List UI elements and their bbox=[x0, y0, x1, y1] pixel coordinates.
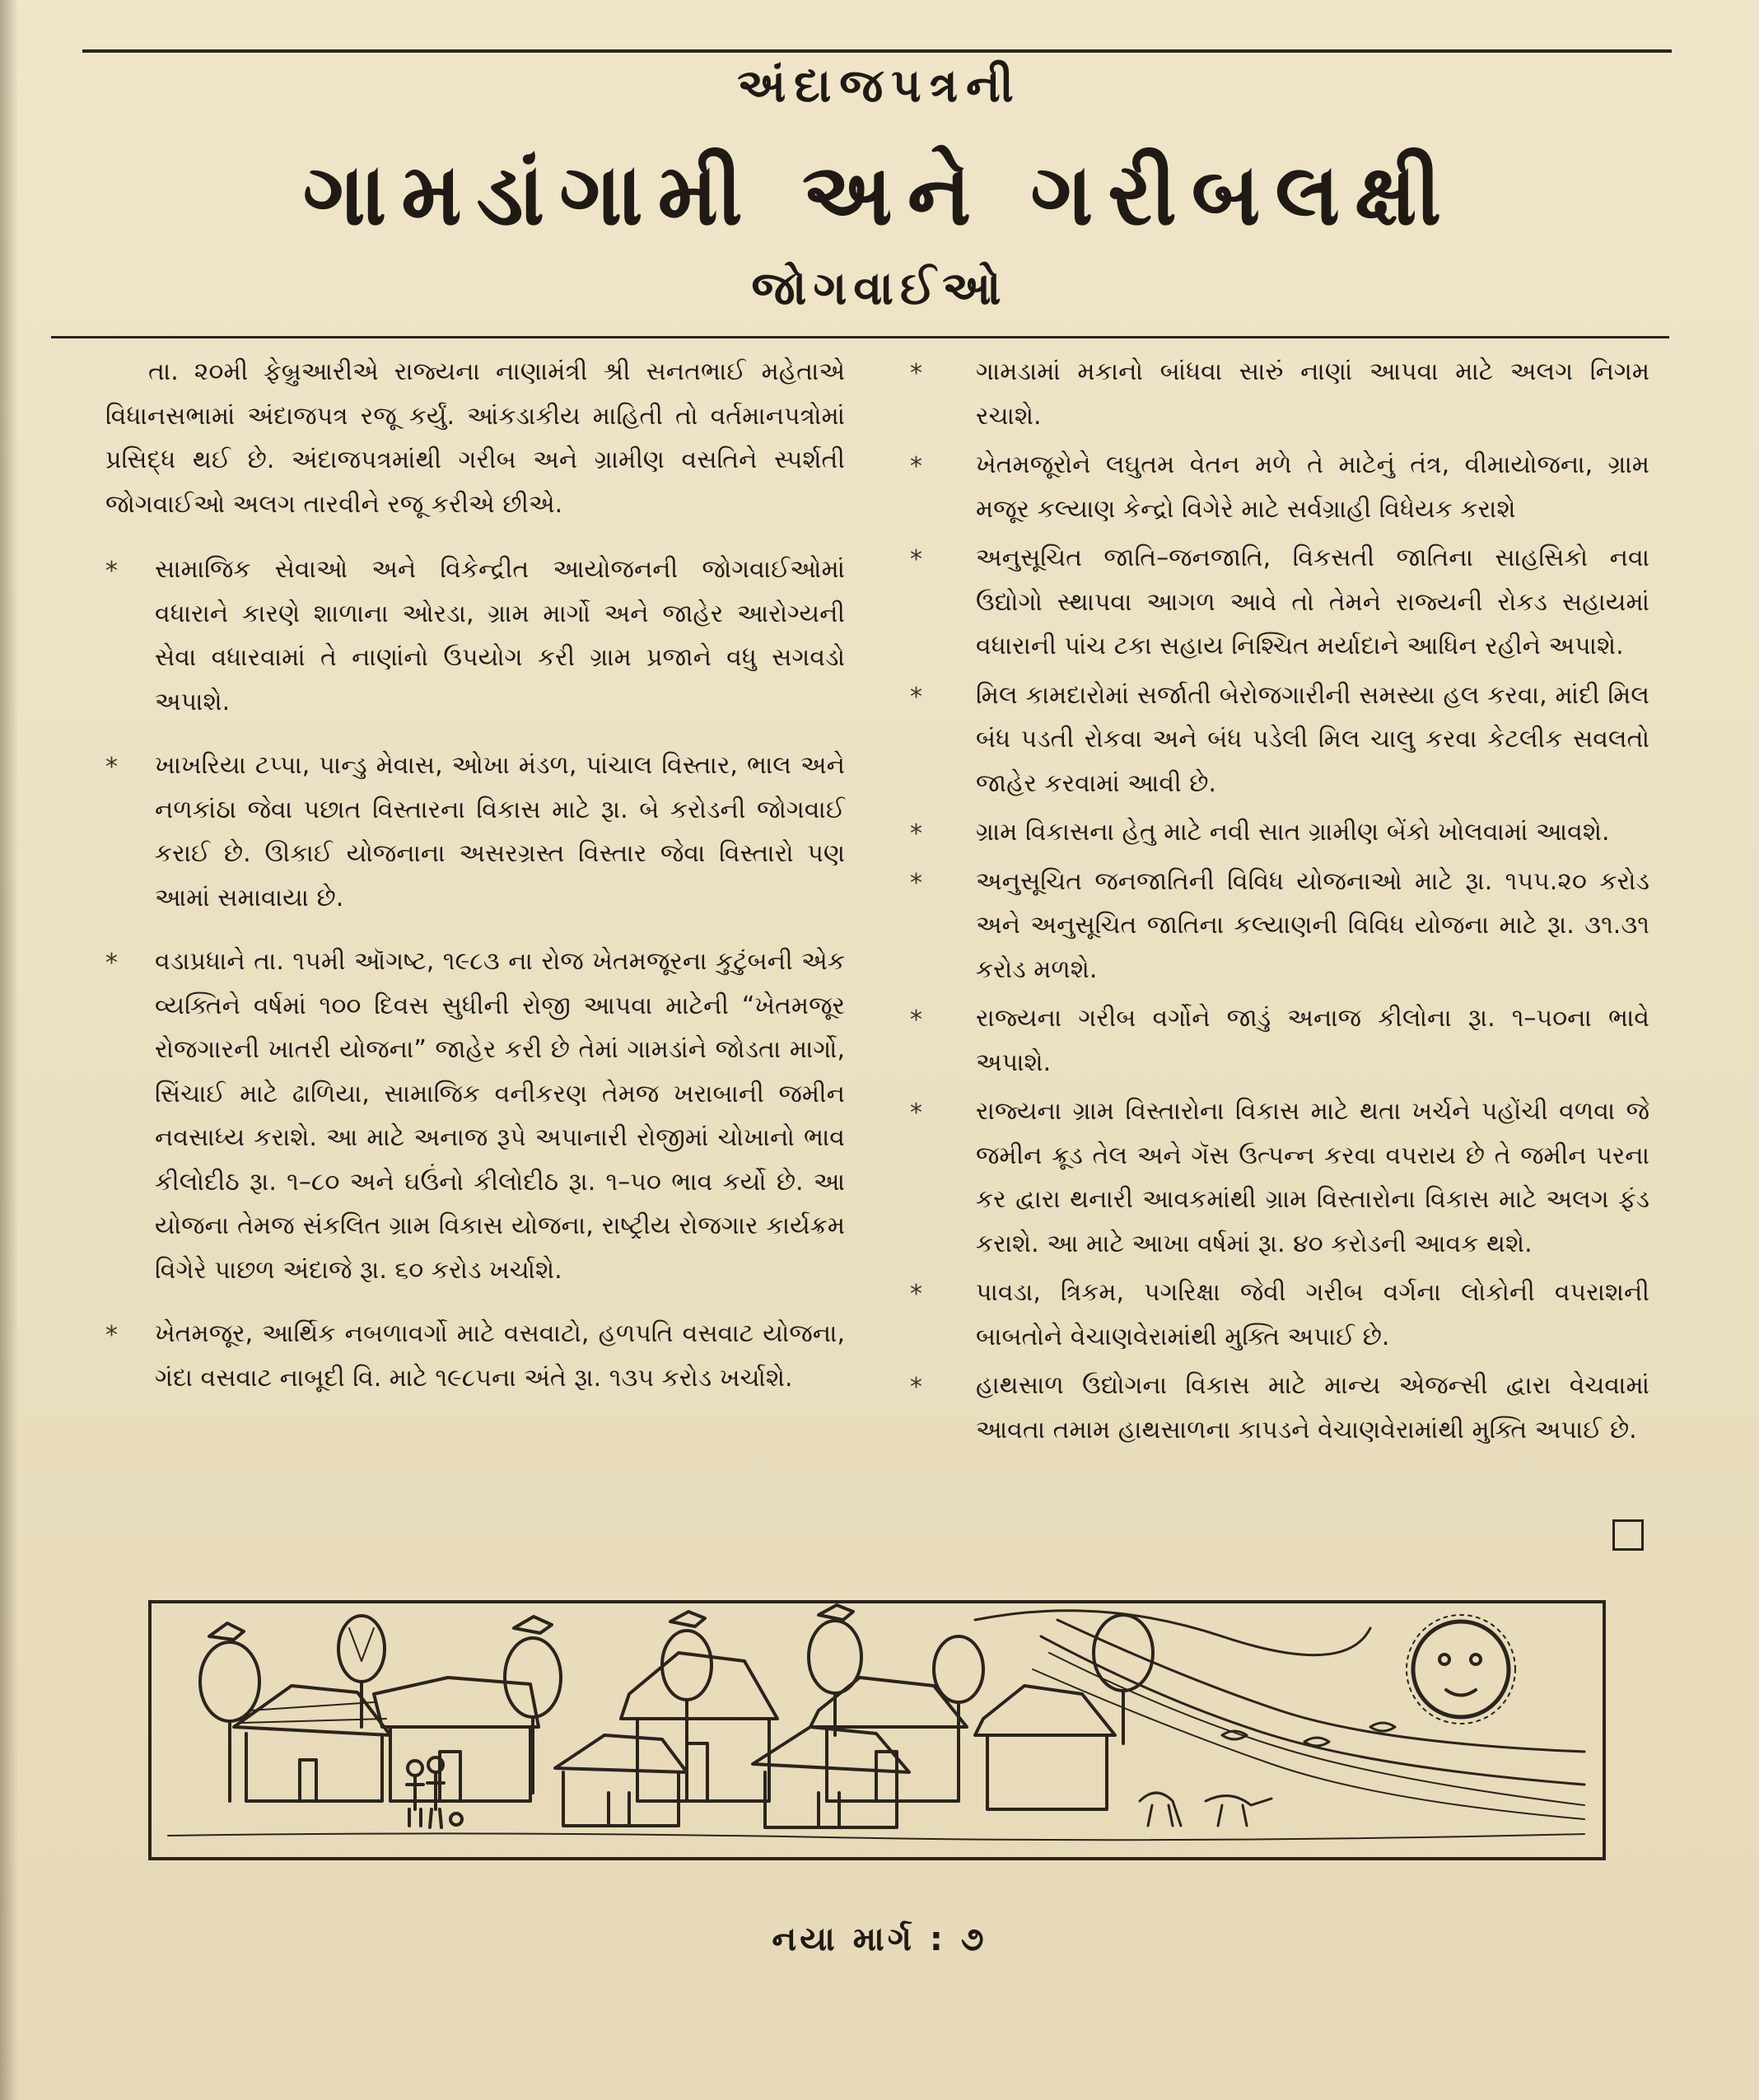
bullet-star: * bbox=[105, 557, 118, 586]
hut bbox=[621, 1653, 777, 1801]
item-text: મિલ કામદારોમાં સર્જાતી બેરોજગારીની સમસ્યા હલ કરવા, માંદી મિલ બંધ પડતી રોકવા અને બંધ પડેલી મિલ ચાલુ કરવા કેટલીક સવલતો જાહેર કરવામાં આવી છે. bbox=[976, 680, 1649, 798]
bullet-star: * bbox=[105, 753, 118, 782]
list-item bbox=[910, 350, 1649, 438]
hut bbox=[555, 1735, 687, 1826]
intro-paragraph: તા. ૨૦મી ફેબ્રુઆરીએ રાજ્યના નાણામંત્રી શ્રી સનતભાઈ મહેતાએ વિધાનસભામાં અંદાજપત્ર રજૂ કર્યું. આંકડાકીય માહિતી તો વર્તમાનપત્રોમાં પ્રસિદ્ધ થઈ છે. અંદાજપત્રમાંથી ગરીબ અને ગ્રામીણ વસતિને સ્પર્શતી જોગવાઈઓ અલગ તારવીને રજૂ કરીએ છીએ. bbox=[105, 357, 845, 519]
bullet-star: * bbox=[910, 1099, 922, 1127]
top-rule bbox=[82, 49, 1672, 53]
bullet-star: * bbox=[105, 949, 118, 978]
item-text: રાજ્યના ગ્રામ વિસ્તારોના વિકાસ માટે થતા ખર્ચને પહોંચી વળવા જે જમીન ક્રૂડ તેલ અને ગૅસ ઉત્પન્ન કરવા વપરાય છે તે જમીન પરના કર દ્વારા થનારી આવકમાંથી ગ્રામ વિસ્તારોના વિકાસ માટે અલગ ફંડ કરાશે. આ માટે આખા વર્ષમાં રૂા. ૪૦ કરોડની આવક થશે. bbox=[976, 1097, 1649, 1258]
list-item bbox=[910, 1090, 1649, 1266]
village-illustration bbox=[148, 1600, 1606, 1860]
item-text: સામાજિક સેવાઓ અને વિકેન્દ્રીત આયોજનની જોગવાઈઓમાં વધારાને કારણે શાળાના ઓરડા, ગ્રામ માર્ગો અને જાહેર આરોગ્યની સેવા વધારવામાં તે નાણાંનો ઉપયોગ કરી ગ્રામ પ્રજાને વધુ સગવડો અપાશે. bbox=[155, 555, 845, 716]
article-subtitle: જોગવાઈઓ bbox=[751, 262, 1008, 315]
tree bbox=[934, 1636, 983, 1727]
list-item bbox=[910, 1364, 1649, 1452]
hut bbox=[234, 1686, 390, 1801]
animals bbox=[1140, 1793, 1271, 1826]
item-text: રાજ્યના ગરીબ વર્ગોને જાડું અનાજ કીલોના રૂા. ૧–૫૦ના ભાવે અપાશે. bbox=[976, 1004, 1649, 1077]
tree-with-bird bbox=[662, 1612, 712, 1743]
bullet-star: * bbox=[910, 1280, 922, 1309]
sun bbox=[1407, 1615, 1515, 1724]
river bbox=[1033, 1620, 1584, 1819]
item-text: ગ્રામ વિકાસના હેતુ માટે નવી સાત ગ્રામીણ બેંકો ખોલવામાં આવશે. bbox=[976, 818, 1610, 847]
list-item bbox=[910, 1271, 1649, 1359]
bullet-star: * bbox=[910, 682, 922, 712]
bullet-star: * bbox=[910, 1006, 922, 1034]
hut bbox=[975, 1686, 1115, 1809]
article-end-mark bbox=[1612, 1519, 1644, 1551]
article-kicker: અંદાજપત્રની bbox=[737, 59, 1022, 113]
list-item bbox=[910, 996, 1649, 1085]
hut bbox=[753, 1727, 909, 1827]
tree-with-bird bbox=[200, 1623, 259, 1801]
item-text: વડાપ્રધાને તા. ૧૫મી ઑગષ્ટ, ૧૯૮૩ ના રોજ ખેતમજૂરના કુટુંબની એક વ્યક્તિને વર્ષમાં ૧૦૦ દિવસ સુધીની રોજી આપવા માટેની “ખેતમજૂર રોજગારની ખાતરી યોજના” જાહેર કરી છે તેમાં ગામડાંને જોડતા માર્ગો, સિંચાઈ માટે ઢાળિયા, સામાજિક વનીકરણ તેમજ ખરાબાની જમીન નવસાધ્ય કરાશે. આ માટે અનાજ રૂપે અપાનારી રોજીમાં ચોખાનો ભાવ કીલોદીઠ રૂા. ૧–૮૦ અને ઘઉંનો કીલોદીઠ રૂા. ૧–૫૦ ભાવ કર્યો છે. આ યોજના તેમજ સંકલિત ગ્રામ વિકાસ યોજના, રાષ્ટ્રીય રોજગાર કાર્યક્રમ વિગેરે પાછળ અંદાજે રૂા. ૬૦ કરોડ ખર્ચાશે. bbox=[155, 947, 845, 1285]
hut bbox=[374, 1678, 539, 1801]
article-title: ગામડાંગામી અને ગરીબલક્ષી bbox=[302, 144, 1457, 245]
left-column bbox=[105, 350, 845, 1420]
bullet-star: * bbox=[910, 452, 922, 481]
bullet-star: * bbox=[910, 359, 922, 388]
item-text: ખેતમજૂર, આર્થિક નબળાવર્ગો માટે વસવાટો, હળપતિ વસવાટ યોજના, ગંદા વસવાટ નાબૂદી વિ. માટે ૧૯૮૫ના અંતે રૂા. ૧૩૫ કરોડ ખર્ચાશે. bbox=[155, 1319, 845, 1393]
item-text: ગામડામાં મકાનો બાંધવા સારું નાણાં આપવા માટે અલગ નિગમ રચાશે. bbox=[976, 357, 1649, 431]
bullet-star: * bbox=[910, 868, 922, 898]
list-item bbox=[910, 536, 1649, 669]
header-rule bbox=[51, 336, 1669, 338]
item-text: પાવડા, ત્રિકમ, પગરિક્ષા જેવી ગરીબ વર્ગના લોકોની વપરાશની બાબતોને વેચાણવેરામાંથી મુક્તિ અપાઈ છે. bbox=[976, 1278, 1649, 1351]
bullet-star: * bbox=[910, 819, 922, 848]
right-column bbox=[910, 350, 1649, 1457]
bullet-star: * bbox=[105, 1321, 118, 1350]
bullet-star: * bbox=[910, 1373, 922, 1402]
item-text: ખાખરિયા ટપ્પા, પાન્ડુ મેવાસ, ઓખા મંડળ, પાંચાલ વિસ્તાર, ભાલ અને નળકાંઠા જેવા પછાત વિસ્તારના વિકાસ માટે રૂા. બે કરોડની જોગવાઈ કરાઈ છે. ઊકાઈ યોજનાના અસરગ્રસ્ત વિસ્તાર જેવા વિસ્તારો પણ આમાં સમાવાયા છે. bbox=[155, 751, 845, 912]
list-item bbox=[105, 940, 845, 1292]
people-figures bbox=[407, 1757, 462, 1827]
list-item bbox=[105, 744, 845, 920]
list-item bbox=[105, 1312, 845, 1400]
list-item bbox=[910, 860, 1649, 992]
list-item bbox=[910, 810, 1649, 855]
page-footer: નયા માર્ગ : ૭ bbox=[772, 1920, 987, 1958]
item-text: અનુસૂચિત જનજાતિની વિવિધ યોજનાઓ માટે રૂા. ૧૫૫.૨૦ કરોડ અને અનુસૂચિત જાતિના કલ્યાણની વિવિધ યોજના માટે રૂા. ૩૧.૩૧ કરોડ મળશે. bbox=[976, 866, 1649, 984]
item-text: હાથસાળ ઉદ્યોગના વિકાસ માટે માન્ય એજન્સી દ્વારા વેચવામાં આવતા તમામ હાથસાળના કાપડને વેચાણવેરામાંથી મુક્તિ અપાઈ છે. bbox=[976, 1371, 1649, 1444]
list-item bbox=[105, 548, 845, 724]
list-item bbox=[910, 443, 1649, 531]
item-text: અનુસૂચિત જાતિ–જનજાતિ, વિકસતી જાતિના સાહસિકો નવા ઉદ્યોગો સ્થાપવા આગળ આવે તો તેમને રાજ્યની રોકડ સહાયમાં વધારાની પાંચ ટકા સહાય નિશ્ચિત મર્યાદાને આધિન રહીને અપાશે. bbox=[976, 544, 1649, 660]
list-item bbox=[910, 674, 1649, 806]
item-text: ખેતમજૂરોને લઘુતમ વેતન મળે તે માટેનું તંત્ર, વીમાયોજના, ગ્રામ મજૂર કલ્યાણ કેન્દ્રો વિગેરે માટે સર્વગ્રાહી વિધેયક કરાશે bbox=[976, 450, 1649, 524]
bullet-star: * bbox=[910, 545, 922, 574]
